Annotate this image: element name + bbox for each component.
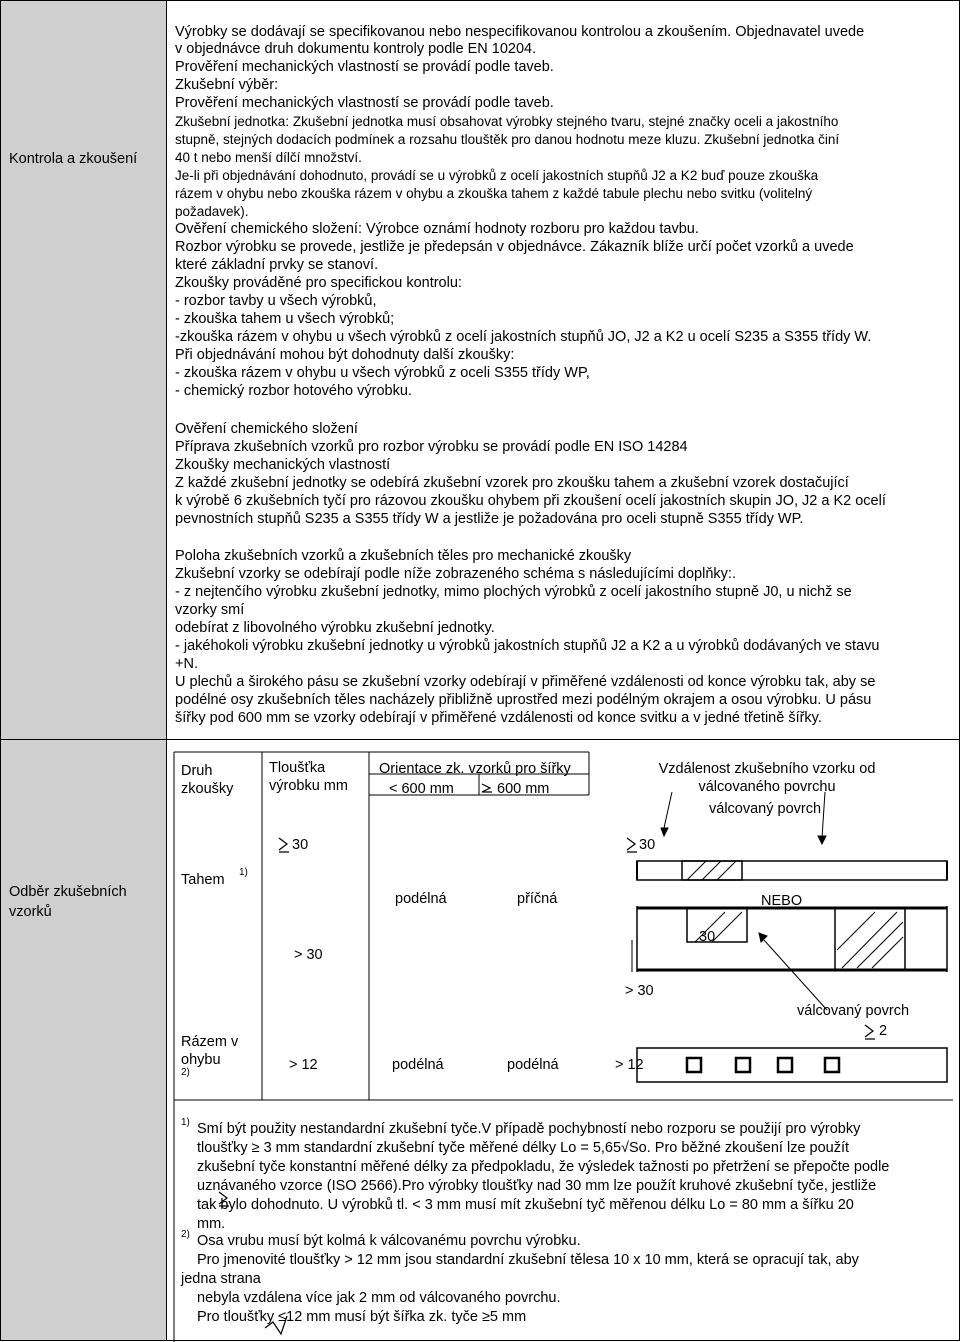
text-line: rázem v ohybu nebo zkouška rázem v ohybu a zkouška tahem z každé tabule plechu nebo svitku (volitelný [175, 186, 813, 201]
text-line: Ověření chemického složení [175, 421, 358, 437]
text-line: které základní prvky se stanoví. [175, 257, 379, 273]
distance-gt12: > 12 [615, 1057, 644, 1073]
text-line: vzorky smí [175, 602, 245, 618]
text-line: Příprava zkušebních vzorků pro rozbor výrobku se provádí podle EN ISO 14284 [175, 439, 688, 455]
sampling-content [167, 740, 959, 1340]
impact-orientation-ge600: podélná [507, 1057, 559, 1073]
tension-footnote-mark: 1) [239, 867, 248, 878]
header-thickness: Tloušťka výrobku mm [269, 760, 348, 794]
text-line: - z nejtenčího výrobku zkušební jednotky, mimo plochých výrobků z ocelí jakostního stupně J0, u nichž se [175, 584, 852, 600]
orientation-transverse: příčná [517, 891, 558, 907]
text-line: Prověření mechanických vlastností se provádí podle taveb. [175, 59, 554, 75]
sampling-label-cell [1, 740, 167, 1340]
footnote-line: Smí být použity nestandardní zkušební tyče.V případě pochybností nebo rozporu se použijí pro výrobky [197, 1121, 861, 1137]
text-line: k výrobě 6 zkušebních tyčí pro rázovou zkoušku ohybem při zkoušení ocelí jakostních skupin JO, J2 a K2 ocelí [175, 493, 886, 509]
width-lt-600: < 600 mm [389, 781, 454, 797]
text-line: Při objednávání mohou být dohodnuty další zkoušky: [175, 347, 515, 363]
text-line: stupně, stejných dodacích podmínek a rozsahu tlouštěk pro danou hodnotu meze kluzu. Zkušební jednotka činí [175, 132, 840, 147]
text-line: - zkouška tahem u všech výrobků; [175, 311, 395, 327]
distance-le30: 30 [639, 837, 656, 853]
impact-orientation-lt600: podélná [392, 1057, 444, 1073]
distance-le2: 2 [879, 1023, 888, 1039]
text-line: - zkouška rázem v ohybu u všech výrobků z oceli S355 třídy WP, [175, 365, 590, 381]
text-line: šířky pod 600 mm se vzorky odebírají v přiměřené vzdálenosti od konce svitku a v jedné třetině šířky. [175, 710, 822, 726]
distance-gt30: > 30 [625, 983, 654, 999]
impact-footnote-mark: 2) [181, 1067, 190, 1078]
control-label-cell [1, 1, 167, 739]
text-line: v objednávce druh dokumentu kontroly podle EN 10204. [175, 41, 537, 57]
text-line: - chemický rozbor hotového výrobku. [175, 383, 412, 399]
footnote-line: Osa vrubu musí být kolmá k válcovanému povrchu výrobku. [197, 1233, 581, 1249]
width-ge-600: 600 mm [497, 781, 550, 797]
text-line: Zkušební vzorky se odebírají podle níže zobrazeného schéma s následujícími doplňky:. [175, 566, 736, 582]
test-tension: Tahem [181, 872, 225, 888]
text-line: Rozbor výrobku se provede, jestliže je předepsán v objednávce. Zákazník blíže určí počet vzorků a uvede [175, 239, 854, 255]
text-line: -zkouška rázem v ohybu u všech výrobků z ocelí jakostních stupňů JO, J2 a K2 u ocelí S235 a S355 třídy W. [175, 329, 872, 345]
test-impact: Rázem v ohybu [181, 1034, 239, 1068]
text-line: Zkoušky mechanických vlastností [175, 457, 391, 473]
sampling-section [0, 739, 960, 1341]
text-line: požadavek). [175, 204, 249, 219]
control-label: Kontrola a zkoušení [9, 151, 138, 167]
header-test-type: Druh zkoušky [181, 763, 234, 797]
sampling-label: Odběr zkušebních vzorků [9, 884, 127, 920]
footnote-2-mark: 2) [181, 1229, 190, 1240]
rolled-surface-label: válcovaný povrch [709, 801, 822, 817]
footnote-line: zkušební tyče konstantní měřené délky za předpokladu, že výsledek tažnosti po přetržení se přepočte podle [197, 1159, 890, 1175]
text-line: Poloha zkušebních vzorků a zkušebních těles pro mechanické zkoušky [175, 548, 632, 564]
header-distance: Vzdálenost zkušebního vzorku od válcovaného povrchu [658, 761, 876, 795]
text-line: +N. [175, 656, 198, 672]
text-line: Zkušební výběr: [175, 77, 279, 93]
text-line: Zkoušky prováděné pro specifickou kontrolu: [175, 275, 462, 291]
footnote-line: Pro jmenovité tloušťky > 12 mm jsou standardní zkušební tělesa 10 x 10 mm, která se opracují tak, aby [197, 1252, 859, 1268]
footnote-line: mm. [197, 1216, 226, 1232]
control-content [167, 1, 959, 739]
text-line: Zkušební jednotka: Zkušební jednotka musí obsahovat výrobky stejného tvaru, stejné značky oceli a jakostního [175, 114, 839, 129]
footnote-line: jedna strana [181, 1271, 261, 1287]
text-line: 40 t nebo menší dílčí množství. [175, 150, 362, 165]
thickness-le30: 30 [292, 837, 309, 853]
dim-30: 30 [699, 929, 716, 945]
text-line: odebírat z libovolného výrobku zkušební jednotky. [175, 620, 495, 636]
footnote-line: tak bylo dohodnuto. U výrobků tl. < 3 mm musí mít zkušební tyč měřenou délku Lo = 80 mm a šířku 20 [197, 1197, 854, 1213]
text-line: Je-li při objednávání dohodnuto, provádí se u výrobků z ocelí jakostních stupňů J2 a K2 buď pouze zkouška [175, 168, 819, 183]
text-line: pevnostních stupňů S235 a S355 třídy W a jestliže je požadována pro oceli stupně S355 třídy WP. [175, 511, 804, 527]
thickness-gt12: > 12 [289, 1057, 318, 1073]
footnote-1-mark: 1) [181, 1117, 190, 1128]
text-line: U plechů a širokého pásu se zkušební vzorky odebírají v přiměřené vzdálenosti od konce výrobku tak, aby se [175, 674, 876, 690]
or-label: NEBO [761, 893, 803, 909]
text-line: Výrobky se dodávají se specifikovanou nebo nespecifikovanou kontrolou a zkoušením. Objednavatel uvede [175, 24, 865, 40]
rolled-surface-label-2: válcovaný povrch [797, 1003, 910, 1019]
text-line: podélné osy zkušebních těles nacházely přibližně uprostřed mezi podélným okrajem a osou výrobku. U pásu [175, 692, 872, 708]
footnote-line: Pro tloušťky ≤12 mm musí být šířka zk. tyče ≥5 mm [197, 1309, 527, 1325]
text-line: Ověření chemického složení: Výrobce oznámí hodnoty rozboru pro každou tavbu. [175, 221, 699, 237]
footnote-line: tloušťky ≥ 3 mm standardní zkušební tyče měřené délky Lo = 5,65√So. Pro běžné zkoušení lze použít [197, 1140, 850, 1156]
text-line: Z každé zkušební jednotky se odebírá zkušební vzorek pro zkoušku tahem a zkušební vzorek dostačující [175, 475, 849, 491]
text-line: - jakéhokoli výrobku zkušební jednotky u výrobků jakostních stupňů J2 a K2 a u výrobků dodávaných ve stavu [175, 638, 880, 654]
text-line: Prověření mechanických vlastností se provádí podle taveb. [175, 95, 554, 111]
orientation-longitudinal: podélná [395, 891, 447, 907]
header-orientation: Orientace zk. vzorků pro šířky [379, 761, 571, 777]
text-line: - rozbor tavby u všech výrobků, [175, 293, 377, 309]
footnote-line: uznávaného vzorce (ISO 2566).Pro výrobky tloušťky nad 30 mm lze použít kruhové zkušební tyče, jestliže [197, 1178, 877, 1194]
footnote-line: nebyla vzdálena více jak 2 mm od válcovaného povrchu. [197, 1290, 561, 1306]
thickness-gt30: > 30 [294, 947, 323, 963]
